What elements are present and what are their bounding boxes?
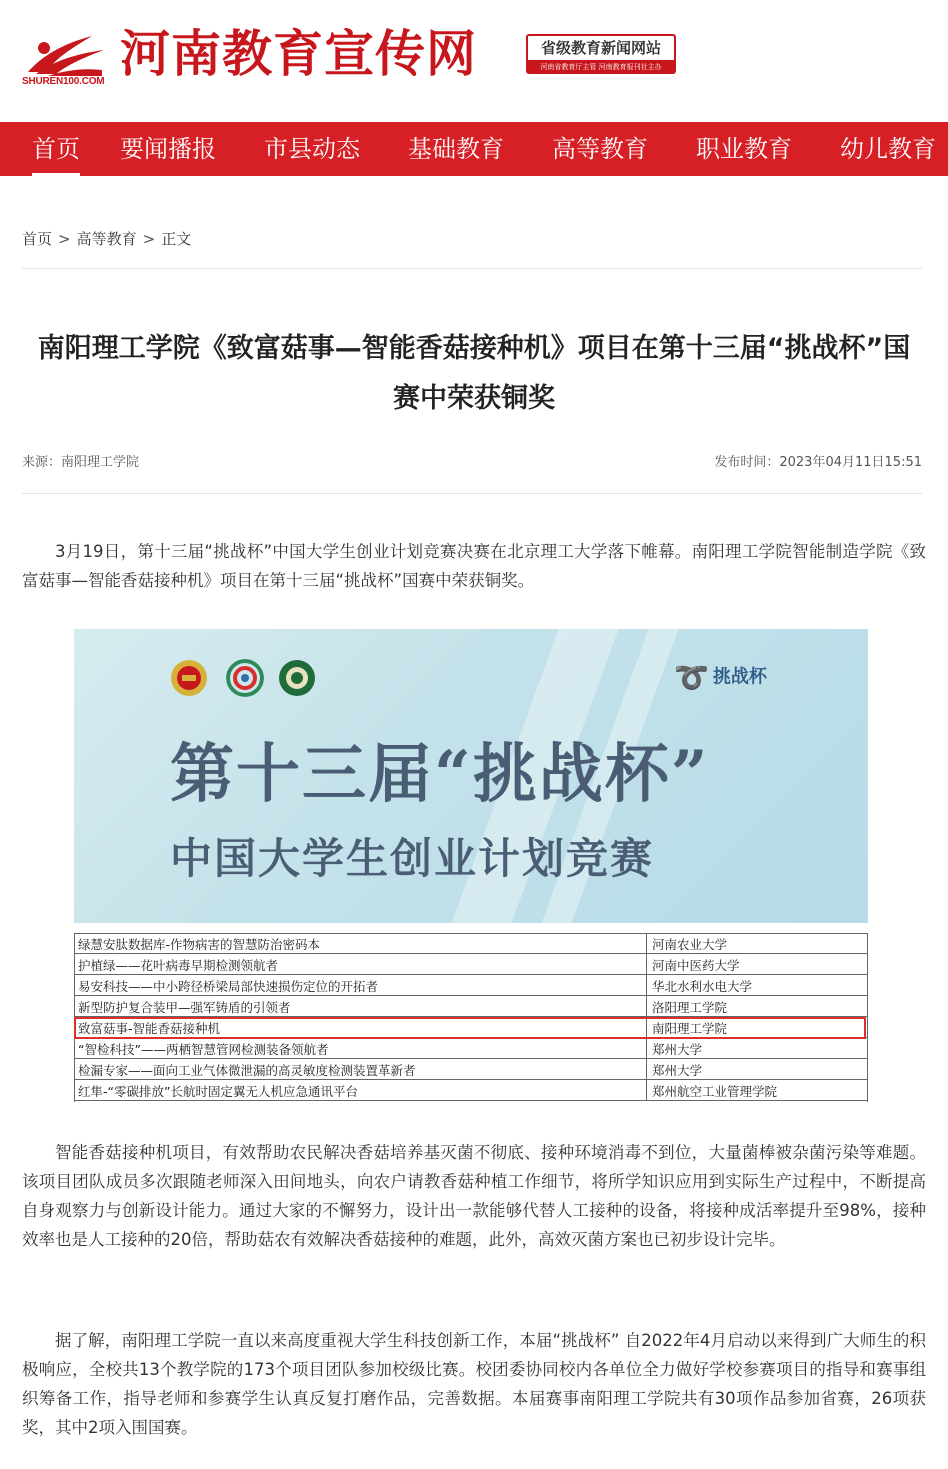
project-name: 易安科技——中小跨径桥梁局部快速损伤定位的开拓者 [78, 979, 379, 994]
school-name: 河南农业大学 [652, 937, 728, 952]
column-divider [646, 975, 647, 996]
article-paragraph: 智能香菇接种机项目，有效帮助农民解决香菇培养基灭菌不彻底、接种环境消毒不到位，大量菌棒被杂菌污染等难题。该项目团队成员多次跟随老师深入田间地头，向农户请教香菇种植工作细节，将所学知识应用到实际生产过程中，不断提高自身观察力与创新设计能力。通过大家的不懈努力，设计出一款能够代替人工接种的设备，将接种成活率提升至98%，接种效率也是人工接种的20倍，帮助菇农有效解决香菇接种的难题，此外，高效灭菌方案也已初步设计完毕。 [22, 1143, 926, 1249]
highlight-box [74, 1017, 866, 1039]
article-publish-time: 发布时间：2023年04月11日15:51 [714, 455, 922, 470]
nav-item-news[interactable]: 要闻播报 [120, 135, 216, 163]
project-name: 新型防护复合装甲—强军铸盾的引领者 [78, 1000, 291, 1015]
project-name: 检漏专家——面向工业气体微泄漏的高灵敏度检测装置革新者 [78, 1063, 416, 1078]
competition-banner [74, 629, 868, 923]
nav-item-higher-education[interactable]: 高等教育 [552, 135, 648, 163]
association-emblem-icon [226, 659, 264, 697]
school-name: 华北水利水电大学 [652, 979, 753, 994]
award-list-row [74, 1059, 868, 1080]
project-name: 致富菇事-智能香菇接种机 [78, 1021, 221, 1036]
project-name: 护植绿——花叶病毒早期检测领航者 [78, 958, 279, 973]
breadcrumb-home[interactable]: 首页 [22, 230, 53, 248]
award-list-row [74, 996, 868, 1017]
logo-domain-text: SHUREN100.COM [22, 76, 105, 87]
article-image [74, 629, 868, 1105]
nav-item-home[interactable]: 首页 [32, 122, 80, 176]
award-list-row [74, 1038, 868, 1059]
breadcrumb-current: 正文 [161, 230, 192, 248]
project-name: 绿慧安肽数据库-作物病害的智慧防治密码本 [78, 937, 321, 952]
school-name: 郑州大学 [652, 1042, 703, 1057]
nav-item-preschool-education[interactable]: 幼儿教育 [840, 135, 936, 163]
award-list-row [74, 933, 868, 954]
column-divider [646, 996, 647, 1017]
award-list-row [74, 1080, 868, 1101]
site-badge [526, 34, 676, 74]
column-divider [646, 954, 647, 975]
breadcrumb-divider [22, 268, 922, 269]
challenge-cup-swirl-icon: ➰ [674, 661, 709, 694]
article-paragraph: 3月19日，第十三届“挑战杯”中国大学生创业计划竞赛决赛在北京理工大学落下帷幕。南阳理工学院智能制造学院《致富菇事—智能香菇接种机》项目在第十三届“挑战杯”国赛中荣获铜奖。 [22, 542, 926, 590]
school-name: 南阳理工学院 [652, 1021, 728, 1036]
award-list-row [74, 954, 868, 975]
school-name: 郑州大学 [652, 1063, 703, 1078]
nav-item-vocational-education[interactable]: 职业教育 [696, 135, 792, 163]
award-list-row [74, 975, 868, 996]
project-name: 红隼-“零碳排放”长航时固定翼无人机应急通讯平台 [78, 1084, 358, 1099]
breadcrumb-separator: > [58, 230, 71, 248]
meta-divider [22, 493, 922, 494]
article-title: 南阳理工学院《致富菇事—智能香菇接种机》项目在第十三届“挑战杯”国赛中荣获铜奖 [37, 333, 911, 414]
main-nav [0, 122, 948, 176]
column-divider [646, 933, 647, 954]
university-emblem-icon [278, 659, 316, 697]
column-divider [646, 1080, 647, 1101]
column-divider [646, 1038, 647, 1059]
badge-subtitle: 河南省教育厅主管 河南教育报刊社主办 [528, 60, 674, 74]
site-title[interactable]: 河南教育宣传网 [120, 24, 477, 83]
breadcrumb [22, 228, 191, 249]
site-header [0, 0, 948, 122]
column-divider [646, 1059, 647, 1080]
article-source: 来源：南阳理工学院 [22, 455, 140, 470]
breadcrumb-higher-education[interactable]: 高等教育 [76, 230, 137, 248]
school-name: 洛阳理工学院 [652, 1000, 728, 1015]
youth-league-emblem-icon [170, 659, 208, 697]
school-name: 郑州航空工业管理学院 [652, 1084, 778, 1099]
school-name: 河南中医药大学 [652, 958, 740, 973]
nav-item-basic-education[interactable]: 基础教育 [408, 135, 504, 163]
badge-title: 省级教育新闻网站 [540, 39, 661, 57]
project-name: “智检科技”——两栖智慧管网检测装备领航者 [78, 1042, 329, 1057]
banner-heading: 第十三届“挑战杯” [170, 737, 710, 812]
banner-subheading: 中国大学生创业计划竞赛 [170, 834, 655, 883]
challenge-cup-logo-text: 挑战杯 [712, 666, 767, 688]
nav-item-city-county[interactable]: 市县动态 [264, 135, 360, 163]
challenge-cup-logo [674, 661, 767, 694]
article-paragraph: 据了解，南阳理工学院一直以来高度重视大学生科技创新工作，本届“挑战杯” 自2022年4月启动以来得到广大师生的积极响应，全校共13个教学院的173个项目团队参加校级比赛。校团委协同校内各单位全力做好学校参赛项目的指导和赛事组织筹备工作，指导老师和参赛学生认真反复打磨作品，完善数据。本届赛事南阳理工学院共有30项作品参加省赛，26项获奖，其中2项入围国赛。 [22, 1331, 926, 1437]
breadcrumb-separator: > [142, 230, 156, 248]
